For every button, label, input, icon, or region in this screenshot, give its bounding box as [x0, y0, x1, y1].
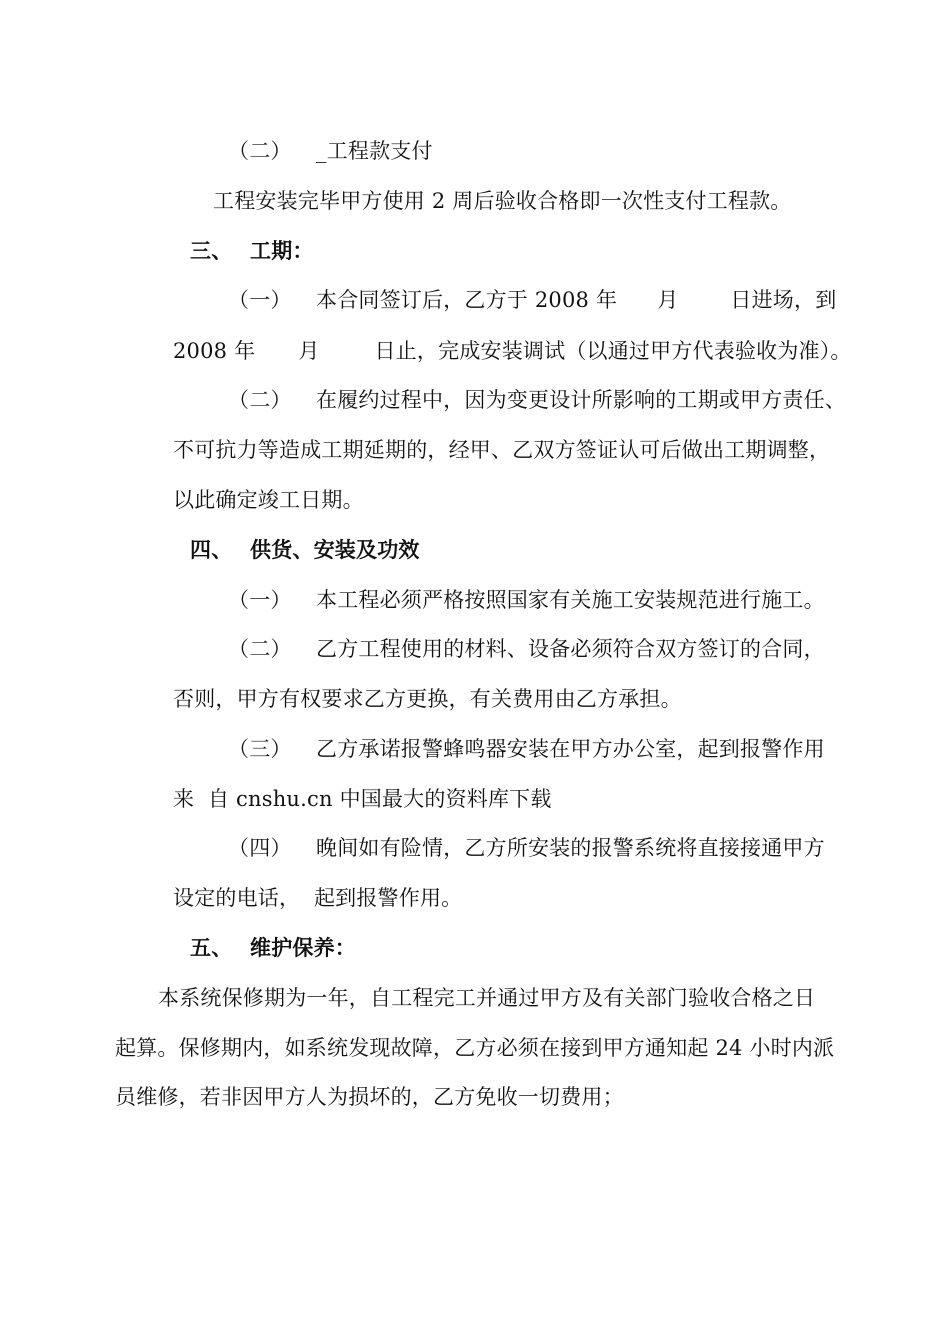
clause-text: 本合同签订后，乙方于 2008 年 [316, 288, 618, 312]
paragraph-line: 设定的电话， 起到报警作用。 [173, 886, 463, 910]
clause-line [228, 634, 825, 664]
item-number: （二） [228, 139, 292, 163]
clause-line [228, 585, 825, 615]
clause-text: 晚间如有险情，乙方所安装的报警系统将直接接通甲方 [316, 836, 825, 860]
clause-text: 日进场，到 [730, 288, 837, 312]
paragraph-line: 工程安装完毕甲方使用 2 周后验收合格即一次性支付工程款。 [213, 189, 792, 213]
clause-text: 乙方承诺报警蜂鸣器安装在甲方办公室，起到报警作用 [316, 737, 825, 761]
clause-text: 月 [657, 288, 679, 312]
clause-text: 本工程必须严格按照国家有关施工安装规范进行施工。 [316, 588, 825, 612]
item-number: （一） [228, 288, 292, 312]
clause-text: 乙方工程使用的材料、设备必须符合双方签订的合同， [316, 637, 825, 661]
clause-line [228, 385, 846, 415]
section-number: 五、 [190, 935, 233, 960]
clause-line [173, 336, 852, 366]
paragraph-line: 本系统保修期为一年，自工程完工并通过甲方及有关部门验收合格之日 [158, 986, 816, 1010]
section-title: 供货、安装及功效 [250, 537, 420, 562]
section-heading-supply [190, 535, 420, 565]
paragraph-line: 起算。保修期内，如系统发现故障，乙方必须在接到甲方通知起 24 小时内派 [115, 1036, 835, 1060]
section-number: 三、 [190, 238, 233, 263]
section-title: 维护保养： [250, 935, 356, 960]
clause-text: 月 [298, 339, 320, 363]
item-number: （二） [228, 388, 292, 412]
section-title: 工期： [250, 238, 314, 263]
paragraph-line: 不可抗力等造成工期延期的，经甲、乙双方签证认可后做出工期调整， [173, 438, 831, 462]
section-heading-maintenance [190, 933, 356, 963]
clause-line [228, 734, 825, 764]
item-number: （三） [228, 737, 292, 761]
paragraph-line: 以此确定竣工日期。 [173, 488, 364, 512]
source-note: 来 自 cnshu.cn 中国最大的资料库下载 [173, 787, 552, 811]
item-number: （四） [228, 836, 292, 860]
clause-text: 日止，完成安装调试（以通过甲方代表验收为准）。 [374, 339, 852, 363]
item-number: （一） [228, 588, 292, 612]
clause-text: 在履约过程中，因为变更设计所影响的工期或甲方责任、 [316, 388, 846, 412]
section-number: 四、 [190, 537, 233, 562]
item-number: （二） [228, 637, 292, 661]
item-title: _工程款支付 [316, 139, 433, 163]
clause-text: 2008 年 [173, 339, 256, 363]
section-heading-schedule [190, 236, 314, 266]
clause-line [228, 285, 836, 315]
paragraph-line: 员维修，若非因甲方人为损坏的，乙方免收一切费用； [115, 1085, 624, 1109]
paragraph-line: 否则，甲方有权要求乙方更换，有关费用由乙方承担。 [173, 687, 682, 711]
clause-line [228, 833, 825, 863]
sub-heading-payment [228, 136, 433, 166]
